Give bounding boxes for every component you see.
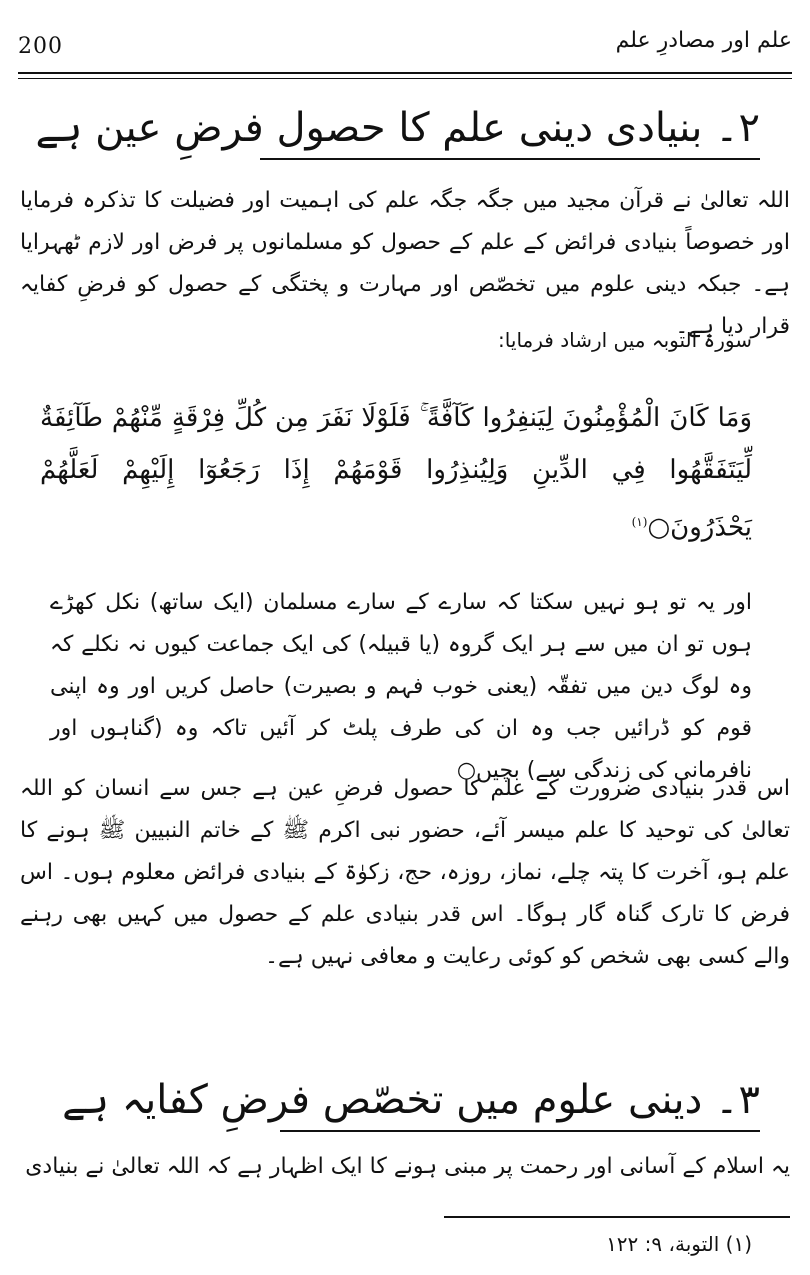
section-3-heading-block [62,1072,760,1132]
intro-paragraph: اللہ تعالیٰ نے قرآن مجید میں جگہ جگہ علم کی اہمیت اور فضیلت کا تذکرہ فرمایا اور خصوصاً بنیادی فرائض کے علم کے حصول کو مسلمانوں پر فرض اور لازم ٹھہرایا ہے۔ جبکہ دینی علوم میں تخصّص اور مہارت و پختگی کے حصول کو فرضِ کفایہ قرار دیا ہے۔ [20,188,790,339]
verse-lead-in: سورۃ التوبہ میں ارشاد فرمایا: [498,328,752,352]
footnote-rule [444,1216,790,1218]
obligation-paragraph: اس قدر بنیادی ضرورت کے علم کا حصول فرضِ عین ہے جس سے انسان کو اللہ تعالیٰ کی توحید کا علم میسر آئے، حضور نبی اکرم ﷺ کے خاتم النبیین ﷺ ہونے کا علم ہو، آخرت کا پتہ چلے، نماز، روزہ، حج، زکوٰۃ کے بنیادی فرائض معلوم ہوں۔ اس فرض کا تارک گناہ گار ہوگا۔ اس قدر بنیادی علم کے حصول میں کہیں بھی رہنے والے کسی بھی شخص کو کوئی رعایت و معافی نہیں ہے۔ [20,776,790,969]
running-title: علم اور مصادرِ علم [615,28,792,53]
heading-underline [260,158,760,160]
verse-end-mark: ○ [647,512,671,543]
header-rule-thick [18,72,792,74]
footnote-text: (١) التوبة، ٩: ١٢٢ [606,1232,752,1256]
page-header [18,20,792,70]
section-3-paragraph: یہ اسلام کے آسانی اور رحمت پر مبنی ہونے کا ایک اظہار ہے کہ اللہ تعالیٰ نے بنیادی [25,1154,790,1179]
section-2-heading-block [35,100,760,160]
verse-translation: اور یہ تو ہو نہیں سکتا کہ سارے کے سارے مسلمان (ایک ساتھ) نکل کھڑے ہوں تو ان میں سے ہر ایک گروہ (یا قبیلہ) کی ایک جماعت کیوں نہ نکلے کہ وہ لوگ دین میں تفقّہ (یعنی خوب فہم و بصیرت) حاصل کریں اور وہ اپنی قوم کو ڈرائیں جب وہ ان کی طرف پلٹ کر آئیں تاکہ وہ (گناہوں اور نافرمانی کی زندگی سے) بچیں○ [50,590,752,783]
verse-text: وَمَا كَانَ الْمُؤْمِنُونَ لِيَنفِرُوا كَآفَّةً ۚ فَلَوْلَا نَفَرَ مِن كُلِّ فِرْقَةٍ مِّنْهُمْ طَآئِفَةٌ لِّيَتَفَقَّهُوا فِي الدِّينِ وَلِيُنذِرُوا قَوْمَهُمْ إِذَا رَجَعُوٓا إِلَيْهِمْ لَعَلَّهُمْ يَحْذَرُونَ [40,403,752,543]
footnote-marker: (١) [631,515,648,529]
heading-underline [280,1130,760,1132]
page-number: 200 [18,34,63,59]
section-2-heading: ۲۔ بنیادی دینی علم کا حصول فرضِ عین ہے [35,105,760,151]
quran-verse [40,392,752,554]
header-rule-thin [18,78,792,79]
section-3-heading: ۳۔ دینی علوم میں تخصّص فرضِ کفایہ ہے [62,1077,760,1123]
